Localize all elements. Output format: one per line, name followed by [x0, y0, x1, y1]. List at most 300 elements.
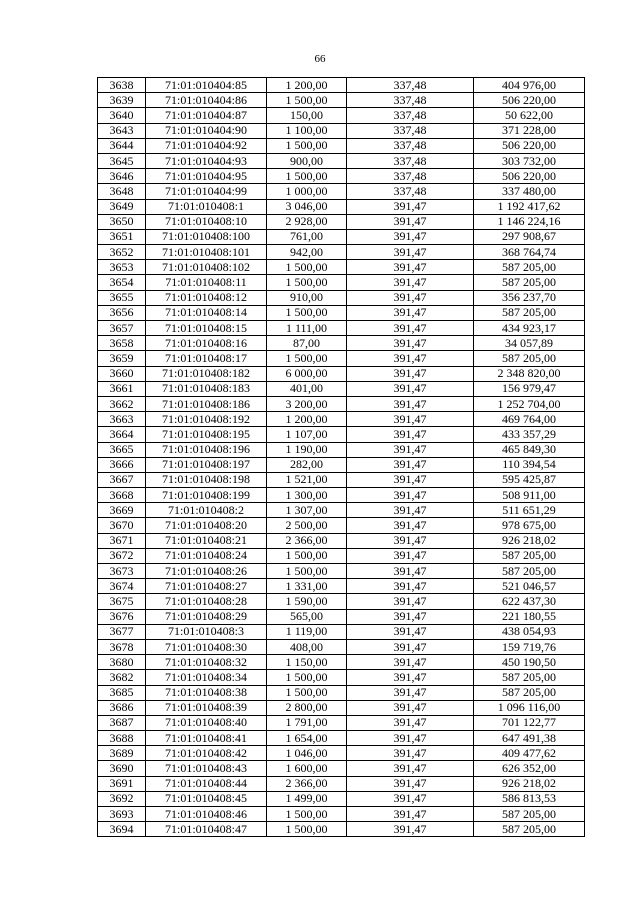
row-number-cell: 3645: [98, 153, 146, 168]
rate-cell: 391,47: [347, 639, 474, 654]
value-cell: 508 911,00: [474, 488, 585, 503]
page-number: 66: [314, 53, 326, 65]
table-row: [98, 351, 585, 366]
table-row: [98, 396, 585, 411]
cadastral-number-cell: 71:01:010404:95: [146, 169, 267, 184]
area-cell: 1 500,00: [267, 548, 347, 563]
area-cell: 1 200,00: [267, 78, 347, 93]
table-row: [98, 366, 585, 381]
row-number-cell: 3638: [98, 78, 146, 93]
row-number-cell: 3664: [98, 427, 146, 442]
row-number-cell: 3673: [98, 564, 146, 579]
value-cell: 587 205,00: [474, 822, 585, 837]
cadastral-number-cell: 71:01:010408:17: [146, 351, 267, 366]
area-cell: 1 107,00: [267, 427, 347, 442]
row-number-cell: 3676: [98, 609, 146, 624]
area-cell: 2 928,00: [267, 214, 347, 229]
row-number-cell: 3643: [98, 123, 146, 138]
table-row: [98, 624, 585, 639]
row-number-cell: 3678: [98, 639, 146, 654]
table-row: [98, 715, 585, 730]
cadastral-number-cell: 71:01:010404:86: [146, 93, 267, 108]
table-row: [98, 594, 585, 609]
value-cell: 506 220,00: [474, 93, 585, 108]
value-cell: 521 046,57: [474, 579, 585, 594]
rate-cell: 391,47: [347, 275, 474, 290]
table-row: [98, 655, 585, 670]
value-cell: 434 923,17: [474, 321, 585, 336]
area-cell: 1 200,00: [267, 412, 347, 427]
value-cell: 926 218,02: [474, 776, 585, 791]
table-row: [98, 761, 585, 776]
rate-cell: 391,47: [347, 229, 474, 244]
table-row: [98, 579, 585, 594]
value-cell: 926 218,02: [474, 533, 585, 548]
cadastral-number-cell: 71:01:010408:183: [146, 381, 267, 396]
row-number-cell: 3686: [98, 700, 146, 715]
area-cell: 900,00: [267, 153, 347, 168]
value-cell: 110 394,54: [474, 457, 585, 472]
area-cell: 2 366,00: [267, 533, 347, 548]
cadastral-number-cell: 71:01:010408:198: [146, 472, 267, 487]
row-number-cell: 3661: [98, 381, 146, 396]
value-cell: 511 651,29: [474, 503, 585, 518]
area-cell: 3 200,00: [267, 396, 347, 411]
table-row: [98, 229, 585, 244]
value-cell: 587 205,00: [474, 260, 585, 275]
area-cell: 1 100,00: [267, 123, 347, 138]
cadastral-number-cell: 71:01:010408:29: [146, 609, 267, 624]
cadastral-number-cell: 71:01:010408:16: [146, 336, 267, 351]
cadastral-number-cell: 71:01:010408:39: [146, 700, 267, 715]
table-row: [98, 533, 585, 548]
cadastral-number-cell: 71:01:010408:3: [146, 624, 267, 639]
value-cell: 465 849,30: [474, 442, 585, 457]
row-number-cell: 3674: [98, 579, 146, 594]
area-cell: 1 654,00: [267, 731, 347, 746]
area-cell: 6 000,00: [267, 366, 347, 381]
area-cell: 1 500,00: [267, 93, 347, 108]
table-row: [98, 822, 585, 837]
row-number-cell: 3690: [98, 761, 146, 776]
rate-cell: 337,48: [347, 123, 474, 138]
row-number-cell: 3648: [98, 184, 146, 199]
value-cell: 297 908,67: [474, 229, 585, 244]
cadastral-number-cell: 71:01:010408:195: [146, 427, 267, 442]
value-cell: 371 228,00: [474, 123, 585, 138]
table-row: [98, 427, 585, 442]
rate-cell: 337,48: [347, 78, 474, 93]
area-cell: 1 500,00: [267, 260, 347, 275]
area-cell: 1 150,00: [267, 655, 347, 670]
table-row: [98, 488, 585, 503]
table-row: [98, 412, 585, 427]
area-cell: 1 046,00: [267, 746, 347, 761]
cadastral-number-cell: 71:01:010404:90: [146, 123, 267, 138]
area-cell: 910,00: [267, 290, 347, 305]
row-number-cell: 3691: [98, 776, 146, 791]
area-cell: 1 600,00: [267, 761, 347, 776]
area-cell: 1 499,00: [267, 791, 347, 806]
rate-cell: 391,47: [347, 472, 474, 487]
row-number-cell: 3659: [98, 351, 146, 366]
row-number-cell: 3685: [98, 685, 146, 700]
value-cell: 978 675,00: [474, 518, 585, 533]
cadastral-number-cell: 71:01:010408:15: [146, 321, 267, 336]
rate-cell: 337,48: [347, 184, 474, 199]
area-cell: 150,00: [267, 108, 347, 123]
value-cell: 595 425,87: [474, 472, 585, 487]
value-cell: 404 976,00: [474, 78, 585, 93]
table-row: [98, 169, 585, 184]
rate-cell: 391,47: [347, 503, 474, 518]
table-row: [98, 700, 585, 715]
value-cell: 1 192 417,62: [474, 199, 585, 214]
cadastral-number-cell: 71:01:010408:47: [146, 822, 267, 837]
rate-cell: 391,47: [347, 685, 474, 700]
rate-cell: 391,47: [347, 412, 474, 427]
rate-cell: 391,47: [347, 214, 474, 229]
rate-cell: 391,47: [347, 761, 474, 776]
row-number-cell: 3694: [98, 822, 146, 837]
value-cell: 587 205,00: [474, 685, 585, 700]
value-cell: 587 205,00: [474, 275, 585, 290]
table-row: [98, 807, 585, 822]
value-cell: 587 205,00: [474, 807, 585, 822]
value-cell: 156 979,47: [474, 381, 585, 396]
value-cell: 622 437,30: [474, 594, 585, 609]
cadastral-number-cell: 71:01:010408:24: [146, 548, 267, 563]
area-cell: 1 500,00: [267, 275, 347, 290]
row-number-cell: 3668: [98, 488, 146, 503]
table-row: [98, 609, 585, 624]
rate-cell: 391,47: [347, 488, 474, 503]
rate-cell: 337,48: [347, 153, 474, 168]
rate-cell: 391,47: [347, 396, 474, 411]
area-cell: 1 500,00: [267, 670, 347, 685]
table-row: [98, 336, 585, 351]
row-number-cell: 3680: [98, 655, 146, 670]
table-row: [98, 685, 585, 700]
rate-cell: 391,47: [347, 564, 474, 579]
table-row: [98, 472, 585, 487]
table-row: [98, 153, 585, 168]
cadastral-number-cell: 71:01:010408:21: [146, 533, 267, 548]
area-cell: 1 500,00: [267, 138, 347, 153]
cadastral-number-cell: 71:01:010408:28: [146, 594, 267, 609]
rate-cell: 391,47: [347, 594, 474, 609]
table-row: [98, 93, 585, 108]
area-cell: 2 366,00: [267, 776, 347, 791]
area-cell: 1 500,00: [267, 807, 347, 822]
row-number-cell: 3663: [98, 412, 146, 427]
row-number-cell: 3682: [98, 670, 146, 685]
row-number-cell: 3655: [98, 290, 146, 305]
rate-cell: 391,47: [347, 199, 474, 214]
value-cell: 647 491,38: [474, 731, 585, 746]
area-cell: 1 590,00: [267, 594, 347, 609]
value-cell: 356 237,70: [474, 290, 585, 305]
area-cell: 1 500,00: [267, 305, 347, 320]
rate-cell: 391,47: [347, 336, 474, 351]
value-cell: 438 054,93: [474, 624, 585, 639]
table-row: [98, 184, 585, 199]
cadastral-number-cell: 71:01:010404:85: [146, 78, 267, 93]
area-cell: 1 190,00: [267, 442, 347, 457]
table-row: [98, 214, 585, 229]
row-number-cell: 3644: [98, 138, 146, 153]
area-cell: 1 500,00: [267, 564, 347, 579]
cadastral-number-cell: 71:01:010404:92: [146, 138, 267, 153]
row-number-cell: 3669: [98, 503, 146, 518]
rate-cell: 391,47: [347, 427, 474, 442]
cadastral-number-cell: 71:01:010408:102: [146, 260, 267, 275]
cadastral-number-cell: 71:01:010408:182: [146, 366, 267, 381]
rate-cell: 391,47: [347, 305, 474, 320]
cadastral-number-cell: 71:01:010408:30: [146, 639, 267, 654]
value-cell: 506 220,00: [474, 169, 585, 184]
table-row: [98, 245, 585, 260]
cadastral-number-cell: 71:01:010408:196: [146, 442, 267, 457]
table-row: [98, 138, 585, 153]
row-number-cell: 3662: [98, 396, 146, 411]
row-number-cell: 3670: [98, 518, 146, 533]
value-cell: 50 622,00: [474, 108, 585, 123]
table-row: [98, 670, 585, 685]
row-number-cell: 3639: [98, 93, 146, 108]
value-cell: 586 813,53: [474, 791, 585, 806]
cadastral-number-cell: 71:01:010408:1: [146, 199, 267, 214]
rate-cell: 391,47: [347, 245, 474, 260]
value-cell: 337 480,00: [474, 184, 585, 199]
cadastral-number-cell: 71:01:010408:34: [146, 670, 267, 685]
row-number-cell: 3657: [98, 321, 146, 336]
value-cell: 1 252 704,00: [474, 396, 585, 411]
cadastral-number-cell: 71:01:010408:40: [146, 715, 267, 730]
table-row: [98, 290, 585, 305]
cadastral-number-cell: 71:01:010408:100: [146, 229, 267, 244]
table-row: [98, 199, 585, 214]
row-number-cell: 3667: [98, 472, 146, 487]
area-cell: 1 307,00: [267, 503, 347, 518]
value-cell: 450 190,50: [474, 655, 585, 670]
cadastral-number-cell: 71:01:010408:41: [146, 731, 267, 746]
cadastral-number-cell: 71:01:010408:38: [146, 685, 267, 700]
cadastral-number-cell: 71:01:010408:186: [146, 396, 267, 411]
row-number-cell: 3653: [98, 260, 146, 275]
value-cell: 368 764,74: [474, 245, 585, 260]
cadastral-number-cell: 71:01:010408:12: [146, 290, 267, 305]
area-cell: 1 500,00: [267, 351, 347, 366]
rate-cell: 391,47: [347, 776, 474, 791]
row-number-cell: 3652: [98, 245, 146, 260]
rate-cell: 391,47: [347, 290, 474, 305]
row-number-cell: 3658: [98, 336, 146, 351]
cadastral-number-cell: 71:01:010404:93: [146, 153, 267, 168]
table-row: [98, 548, 585, 563]
area-cell: 1 500,00: [267, 822, 347, 837]
area-cell: 1 521,00: [267, 472, 347, 487]
area-cell: 1 300,00: [267, 488, 347, 503]
area-cell: 2 500,00: [267, 518, 347, 533]
table-row: [98, 731, 585, 746]
value-cell: 1 146 224,16: [474, 214, 585, 229]
area-cell: 1 000,00: [267, 184, 347, 199]
table-row: [98, 791, 585, 806]
cadastral-number-cell: 71:01:010404:99: [146, 184, 267, 199]
table-row: [98, 746, 585, 761]
rate-cell: 391,47: [347, 700, 474, 715]
rate-cell: 391,47: [347, 533, 474, 548]
cadastral-number-cell: 71:01:010408:43: [146, 761, 267, 776]
cadastral-number-cell: 71:01:010408:197: [146, 457, 267, 472]
table-row: [98, 260, 585, 275]
value-cell: 159 719,76: [474, 639, 585, 654]
row-number-cell: 3688: [98, 731, 146, 746]
row-number-cell: 3656: [98, 305, 146, 320]
table-row: [98, 321, 585, 336]
area-cell: 1 500,00: [267, 169, 347, 184]
rate-cell: 391,47: [347, 381, 474, 396]
row-number-cell: 3689: [98, 746, 146, 761]
row-number-cell: 3660: [98, 366, 146, 381]
rate-cell: 391,47: [347, 366, 474, 381]
rate-cell: 391,47: [347, 746, 474, 761]
area-cell: 408,00: [267, 639, 347, 654]
area-cell: 282,00: [267, 457, 347, 472]
rate-cell: 391,47: [347, 351, 474, 366]
cadastral-number-cell: 71:01:010408:32: [146, 655, 267, 670]
rate-cell: 391,47: [347, 655, 474, 670]
cadastral-number-cell: 71:01:010408:10: [146, 214, 267, 229]
row-number-cell: 3654: [98, 275, 146, 290]
value-cell: 587 205,00: [474, 305, 585, 320]
row-number-cell: 3692: [98, 791, 146, 806]
row-number-cell: 3672: [98, 548, 146, 563]
cadastral-number-cell: 71:01:010408:2: [146, 503, 267, 518]
row-number-cell: 3651: [98, 229, 146, 244]
cadastral-number-cell: 71:01:010408:192: [146, 412, 267, 427]
area-cell: 942,00: [267, 245, 347, 260]
value-cell: 626 352,00: [474, 761, 585, 776]
cadastral-number-cell: 71:01:010408:27: [146, 579, 267, 594]
value-cell: 433 357,29: [474, 427, 585, 442]
rate-cell: 391,47: [347, 791, 474, 806]
value-cell: 701 122,77: [474, 715, 585, 730]
cadastral-number-cell: 71:01:010408:11: [146, 275, 267, 290]
cadastral-number-cell: 71:01:010408:26: [146, 564, 267, 579]
row-number-cell: 3640: [98, 108, 146, 123]
row-number-cell: 3675: [98, 594, 146, 609]
row-number-cell: 3650: [98, 214, 146, 229]
rate-cell: 391,47: [347, 442, 474, 457]
rate-cell: 391,47: [347, 609, 474, 624]
table-row: [98, 275, 585, 290]
value-cell: 1 096 116,00: [474, 700, 585, 715]
value-cell: 587 205,00: [474, 351, 585, 366]
rate-cell: 337,48: [347, 93, 474, 108]
value-cell: 303 732,00: [474, 153, 585, 168]
value-cell: 587 205,00: [474, 670, 585, 685]
table-row: [98, 518, 585, 533]
value-cell: 506 220,00: [474, 138, 585, 153]
row-number-cell: 3649: [98, 199, 146, 214]
table-row: [98, 457, 585, 472]
cadastral-number-cell: 71:01:010408:101: [146, 245, 267, 260]
area-cell: 761,00: [267, 229, 347, 244]
cadastral-number-cell: 71:01:010408:42: [146, 746, 267, 761]
value-cell: 2 348 820,00: [474, 366, 585, 381]
table-row: [98, 442, 585, 457]
value-cell: 587 205,00: [474, 564, 585, 579]
table-row: [98, 78, 585, 93]
rate-cell: 337,48: [347, 138, 474, 153]
rate-cell: 391,47: [347, 321, 474, 336]
area-cell: 401,00: [267, 381, 347, 396]
table-row: [98, 108, 585, 123]
area-cell: 1 500,00: [267, 685, 347, 700]
value-cell: 34 057,89: [474, 336, 585, 351]
land-parcel-table: [97, 77, 585, 837]
cadastral-number-cell: 71:01:010408:44: [146, 776, 267, 791]
rate-cell: 337,48: [347, 108, 474, 123]
table-row: [98, 503, 585, 518]
table-row: [98, 381, 585, 396]
rate-cell: 391,47: [347, 715, 474, 730]
value-cell: 221 180,55: [474, 609, 585, 624]
rate-cell: 391,47: [347, 548, 474, 563]
table-row: [98, 305, 585, 320]
area-cell: 1 331,00: [267, 579, 347, 594]
rate-cell: 391,47: [347, 518, 474, 533]
cadastral-number-cell: 71:01:010408:20: [146, 518, 267, 533]
rate-cell: 391,47: [347, 260, 474, 275]
area-cell: 565,00: [267, 609, 347, 624]
rate-cell: 391,47: [347, 670, 474, 685]
value-cell: 409 477,62: [474, 746, 585, 761]
value-cell: 587 205,00: [474, 548, 585, 563]
rate-cell: 391,47: [347, 624, 474, 639]
table-row: [98, 776, 585, 791]
row-number-cell: 3677: [98, 624, 146, 639]
rate-cell: 391,47: [347, 579, 474, 594]
cadastral-number-cell: 71:01:010408:199: [146, 488, 267, 503]
row-number-cell: 3666: [98, 457, 146, 472]
row-number-cell: 3687: [98, 715, 146, 730]
rate-cell: 391,47: [347, 731, 474, 746]
row-number-cell: 3665: [98, 442, 146, 457]
rate-cell: 337,48: [347, 169, 474, 184]
cadastral-number-cell: 71:01:010408:45: [146, 791, 267, 806]
area-cell: 2 800,00: [267, 700, 347, 715]
row-number-cell: 3693: [98, 807, 146, 822]
row-number-cell: 3646: [98, 169, 146, 184]
cadastral-number-cell: 71:01:010404:87: [146, 108, 267, 123]
area-cell: 1 119,00: [267, 624, 347, 639]
table-body: [98, 78, 585, 837]
rate-cell: 391,47: [347, 457, 474, 472]
table-row: [98, 639, 585, 654]
rate-cell: 391,47: [347, 822, 474, 837]
table-row: [98, 564, 585, 579]
value-cell: 469 764,00: [474, 412, 585, 427]
cadastral-number-cell: 71:01:010408:14: [146, 305, 267, 320]
area-cell: 87,00: [267, 336, 347, 351]
table-row: [98, 123, 585, 138]
rate-cell: 391,47: [347, 807, 474, 822]
area-cell: 1 791,00: [267, 715, 347, 730]
area-cell: 1 111,00: [267, 321, 347, 336]
